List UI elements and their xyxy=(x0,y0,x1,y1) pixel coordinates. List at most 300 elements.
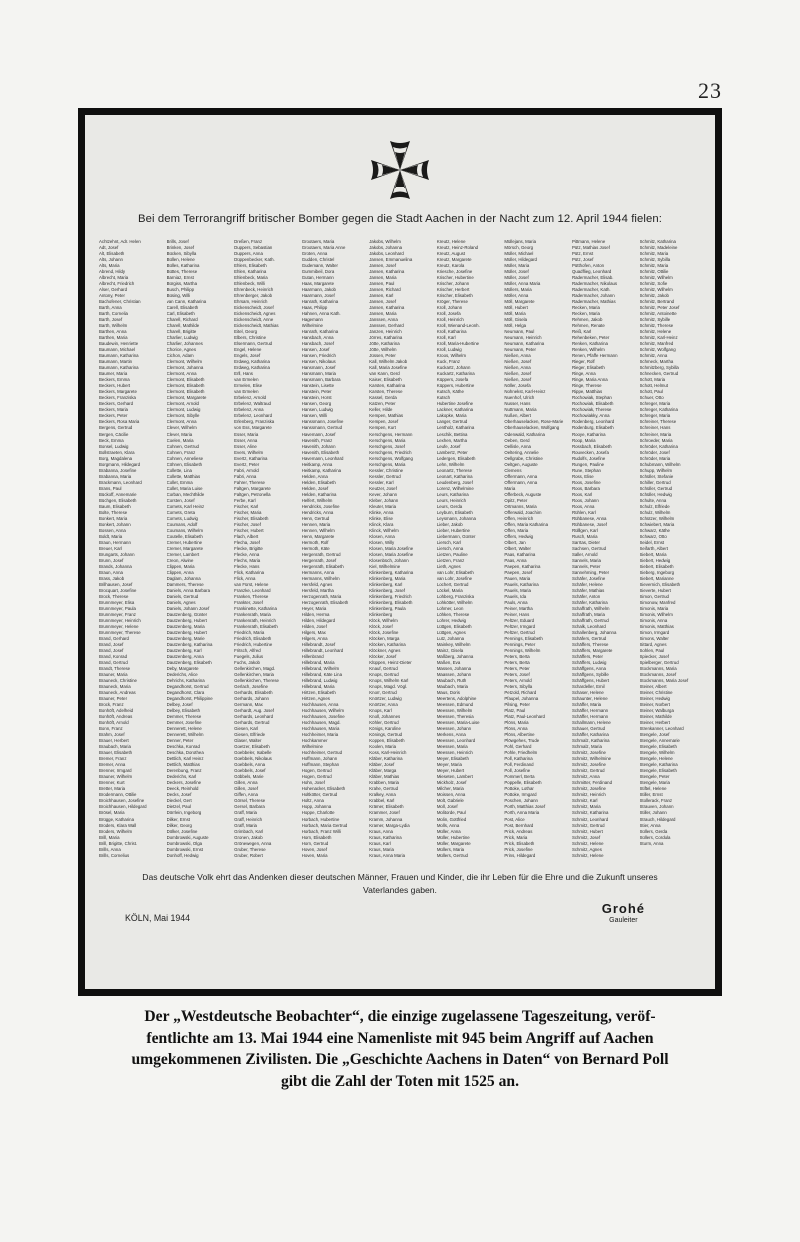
victim-name: Breuer, Karl xyxy=(99,545,122,551)
victim-name: Meessen, Theresia xyxy=(436,714,474,720)
victim-name: Maubach, Ruth xyxy=(436,678,467,684)
victim-name: Rungen, Pauline xyxy=(571,461,605,467)
victim-name: Brackmann, Leonhard xyxy=(99,479,142,485)
victim-name: Kreutz, August xyxy=(436,251,466,257)
victim-name: Seidel, Ernst xyxy=(639,539,665,545)
victim-name: Mainkey, Wilhelm xyxy=(436,642,471,648)
victim-name: Dennerett, Wilhelm xyxy=(166,732,204,738)
victim-name: Klinkenberg, Katharina xyxy=(369,569,414,575)
victim-name: Schmitz, Katharina xyxy=(571,810,609,816)
victim-name: Derenbung, Franz xyxy=(166,768,202,774)
victim-name: Schmitz, Gertrud xyxy=(571,822,605,828)
victim-name: Hillebrandt, Josef xyxy=(301,642,336,648)
victim-name: Renken, Katharina xyxy=(571,341,608,347)
victim-name: Kroll, Josefa xyxy=(436,311,461,317)
victim-name: Grootaers, Maria Anne xyxy=(301,245,346,251)
victim-name: Ledergen, Elisabeth xyxy=(436,455,476,461)
victim-name: Brahm, Josef xyxy=(99,732,125,738)
victim-name: Knops, Wilhelm Karl xyxy=(369,678,409,684)
victim-name: Müller, Anna Maria xyxy=(504,281,541,287)
victim-name: Bürgiss, Martha xyxy=(166,281,197,287)
victim-name: Karsten, Katharina xyxy=(369,383,406,389)
victim-name: Jansen, Katharina xyxy=(369,269,405,275)
victim-name: Brills, Cornelius xyxy=(99,852,130,858)
victim-name: Jansen, Paul xyxy=(369,281,395,287)
victim-name: Schäfer, Katharina xyxy=(571,599,608,605)
victim-name: Schmitz, Ottilie xyxy=(639,269,669,275)
victim-name: Jakobs, Johanna xyxy=(369,245,403,251)
victim-name: van Kann, Gerd xyxy=(369,371,400,377)
victim-name: Platz, Paul xyxy=(504,708,526,714)
victim-name: Sturm, Anna xyxy=(639,840,664,846)
victim-name: Evertz, Katharina xyxy=(234,455,268,461)
victim-name: Brocquart, Josefine xyxy=(99,587,137,593)
victim-name: Corsten, Josef xyxy=(166,497,195,503)
name-column xyxy=(302,239,364,859)
victim-name: Peters, Berta xyxy=(504,660,530,666)
victim-name: Brauer, Herbert xyxy=(99,738,129,744)
victim-name: Brabanna, Josefine xyxy=(99,467,137,473)
victim-name: Charell, Brigitte xyxy=(166,329,197,335)
victim-name: Havemann, Josef xyxy=(301,431,336,437)
victim-name: Schmitz, Maria xyxy=(639,251,669,257)
victim-name: Kröger, Therese xyxy=(436,299,468,305)
victim-name: Knörtzer, Ludwig xyxy=(369,696,402,702)
victim-name: Gudden, Christel xyxy=(301,257,335,263)
victim-name: Möll, Margarete xyxy=(504,299,535,305)
victim-name: Pütthofen, Anton xyxy=(571,263,605,269)
victim-name: Bonkert, Maria xyxy=(99,515,128,521)
victim-name: Recken, Maria xyxy=(571,305,600,311)
victim-name: Rieger, Elisabeth xyxy=(571,365,605,371)
victim-name: Brauner, Peter xyxy=(99,696,128,702)
victim-name: Jakobs, Leonhard xyxy=(369,251,404,257)
victim-name: Hermanns, Anna xyxy=(301,569,335,575)
victim-name: Brodermann, Ottilie xyxy=(99,792,137,798)
victim-name: Poll, Josefine xyxy=(504,768,531,774)
victim-name: Hergenrath, Elisabeth xyxy=(301,563,344,569)
victim-name: Charlier, Johannes xyxy=(166,341,203,347)
victim-name: Kläber, Josef xyxy=(369,762,395,768)
victim-name: Havenith, Johann xyxy=(301,443,336,449)
victim-name: Brill, Maria xyxy=(99,834,120,840)
victim-name: Clermont, Sibylle xyxy=(166,413,200,419)
victim-name: Helden, Elisabeth xyxy=(301,479,336,485)
victim-name-list xyxy=(99,239,701,859)
victim-name: Eickenscheidt, Josef xyxy=(234,305,274,311)
victim-name: Degandhorst, Clara xyxy=(166,690,205,696)
victim-name: Hogen, Gertrud xyxy=(301,774,332,780)
victim-name: Leonartz, Therese xyxy=(436,467,472,473)
victim-name: Lohrer, Hedwig xyxy=(436,617,467,623)
victim-name: Hendricks, Anna xyxy=(301,509,334,515)
victim-name: Hermoth, Käte xyxy=(301,545,330,551)
victim-name: Opitz, Peter xyxy=(504,497,528,503)
victim-name: Brock, Therese xyxy=(99,593,129,599)
victim-name: Sachsen, Gertrud xyxy=(571,545,606,551)
victim-name: Offers, Hedwig xyxy=(504,533,534,539)
victim-name: Clippen, Anna xyxy=(166,569,194,575)
victim-name: Giesen, Karl xyxy=(234,726,259,732)
victim-name: Koppen, Elisabeth xyxy=(369,738,405,744)
victim-name: Schäffer, Katharina xyxy=(571,732,609,738)
victim-name: Brand, Gertrud xyxy=(99,660,128,666)
victim-name: Gerhardt, Aug. Josef xyxy=(234,708,274,714)
victim-name: Meessen, Wilhelm xyxy=(436,708,473,714)
victim-name: Glaser, Walter xyxy=(234,738,262,744)
victim-name: Pottoke, Lothar xyxy=(504,786,534,792)
victim-name: Clermont, Anna xyxy=(166,419,197,425)
victim-name: Leonart, Katharina xyxy=(436,473,473,479)
victim-name: Krammer, Josef xyxy=(369,810,400,816)
victim-name: Friedrich, Elisabeth xyxy=(234,636,272,642)
victim-name: Schreiner, Hans xyxy=(639,425,671,431)
victim-name: Paas, Katharina xyxy=(504,551,536,557)
victim-name: Meessen, Heinrich xyxy=(436,750,473,756)
victim-name: Giffen, Anna xyxy=(234,792,258,798)
victim-name: Hoppe, Charlotte xyxy=(301,810,335,816)
victim-name: Klüppen, Heinz-Dieter xyxy=(369,660,412,666)
victim-name: Pittmann, Helene xyxy=(571,239,606,244)
victim-name: Schmitz, Gertrud xyxy=(571,768,605,774)
victim-name: Sievernich, Elisabeth xyxy=(639,581,681,587)
victim-name: Stengele, Elisabeth xyxy=(639,768,677,774)
victim-name: Rochowiak, Therese xyxy=(571,407,612,413)
victim-name: Hohn, Josef xyxy=(301,780,325,786)
victim-name: Schallmann, Helene xyxy=(571,720,611,726)
victim-name: Klinkenberg, Elisabeth xyxy=(369,599,413,605)
victim-name: Jansen, Karl xyxy=(369,293,394,299)
victim-name: Boldt, Maria xyxy=(99,533,123,539)
victim-name: Lohberg, Franziska xyxy=(436,593,474,599)
victim-name: Baumer, Maria xyxy=(99,371,128,377)
victim-name: Beckers, Franziska xyxy=(99,395,136,401)
victim-name: Moissen, Anna xyxy=(436,792,466,798)
victim-name: Post, Alice xyxy=(504,816,525,822)
victim-name: Peltzer, Irmgard xyxy=(504,624,536,629)
victim-name: Eitel, Georg xyxy=(234,329,258,335)
victim-name: Schröder, Maria xyxy=(639,455,671,461)
victim-name: Könings, Gertrud xyxy=(369,732,403,738)
victim-name: Lehn, Wilhelm xyxy=(436,461,465,467)
victim-name: Dilker, Ernst xyxy=(166,816,190,822)
victim-name: Schreiner, Maria xyxy=(639,431,672,437)
victim-name: Siebert, Maria xyxy=(639,551,667,557)
victim-name: Prick, Maria xyxy=(504,834,528,840)
victim-name: Nießen, Josef xyxy=(504,371,532,377)
victim-name: Henn, Gertrud xyxy=(301,515,330,521)
victim-name: Deeck, Reinhold xyxy=(166,786,199,792)
victim-name: Schmitz, Jakob xyxy=(639,293,669,299)
victim-name: Lohkötter, Wilhelm xyxy=(436,599,473,605)
victim-name: Steiner, Hedwig xyxy=(639,696,670,702)
victim-name: Schüller, Stefanie xyxy=(639,473,674,479)
victim-name: Kreutz, Karola xyxy=(436,263,465,269)
victim-name: Brösel, Maria xyxy=(99,810,125,816)
victim-name: Goebbels, Josef xyxy=(234,768,266,774)
victim-name: Renken, Wilhelm xyxy=(571,347,605,353)
victim-name: Frankenrath, Elisabeth xyxy=(234,624,278,629)
victim-name: Sannehming, Peter xyxy=(571,569,610,575)
footer-line-2: Vaterlandes gaben. xyxy=(363,885,437,895)
victim-name: Spielberger, Gertrud xyxy=(639,660,679,666)
victim-name: Hirtzen, Elisabeth xyxy=(301,690,336,696)
victim-name: Klöcker, Josef xyxy=(369,654,397,660)
victim-name: Schmitz, Josefine xyxy=(571,786,606,792)
victim-name: Schäfer, Helene xyxy=(571,581,603,587)
victim-name: Hochhausen, Magd. xyxy=(301,720,341,726)
victim-name: Hansmann, Josef xyxy=(301,365,336,371)
victim-name: Schubmann, Wilhelm xyxy=(639,461,681,467)
victim-name: Brill, Brigitte, Christ. xyxy=(99,840,138,846)
victim-name: Erbelenz, Waltraud xyxy=(234,401,271,407)
victim-name: Meyer, Hubert xyxy=(436,768,465,774)
victim-name: Klinkenberg, Josef xyxy=(369,587,405,593)
victim-name: Gerlach, Josefine xyxy=(234,684,268,690)
victim-name: Schmitz, Manfred xyxy=(639,341,674,347)
iron-cross-icon xyxy=(365,135,435,205)
victim-name: Nohnekst, Karl-Heinz xyxy=(504,389,546,395)
victim-name: Süllers, Gerda xyxy=(639,828,668,834)
victim-name: Kroll, Heinrich xyxy=(436,317,464,323)
victim-name: Hillebrand, Maria xyxy=(301,660,335,666)
victim-name: Liersch, Karl xyxy=(436,539,461,545)
victim-name: Nöller, Josefa xyxy=(504,383,531,389)
victim-name: Jansen, Emmanuelina xyxy=(369,257,413,263)
victim-name: Clever, Maria xyxy=(166,431,193,437)
victim-name: Klöcken, Marga xyxy=(369,636,400,642)
victim-name: Hergenrath, Josef xyxy=(301,557,337,563)
victim-name: Hochhausen, Josefine xyxy=(301,714,345,720)
victim-name: Plöwgehes, Trude xyxy=(504,738,540,744)
victim-name: Brauer, Elisabeth xyxy=(99,750,133,756)
victim-name: Ferbe, Karl xyxy=(234,497,256,503)
victim-name: Hennen, Maria xyxy=(301,521,331,527)
victim-name: Ehrenbeck, Heinrich xyxy=(234,287,274,293)
victim-name: Hillebrand, Wilhelm xyxy=(301,666,340,672)
victim-name: Coutelle, Elisabeth xyxy=(166,533,203,539)
victim-name: Delbey, Elisabeth xyxy=(166,708,201,714)
victim-name: Dennerett, Helene xyxy=(166,726,202,732)
victim-name: Engels, Josef xyxy=(234,353,261,359)
victim-name: Erdweg, Katharina xyxy=(234,359,270,365)
victim-name: Jansen, Richard xyxy=(369,287,401,293)
victim-name: Milcher, Maria xyxy=(436,786,464,792)
page-number: 23 xyxy=(698,78,722,103)
victim-name: Achtzehnt, Adr. Helen xyxy=(99,239,141,244)
victim-name: Pommerl, Berta xyxy=(504,774,535,780)
victim-name: Beckers, Rosa Maria xyxy=(99,419,140,425)
victim-name: Koolen, Maria xyxy=(369,744,397,750)
victim-name: Sannels, Maria xyxy=(571,557,601,563)
victim-name: Hochhausen, Wilhelm xyxy=(301,708,344,714)
victim-name: Krischer, Johann xyxy=(436,281,470,287)
victim-name: Broichhausen, Josefine xyxy=(99,798,145,804)
victim-name: Brand, Konrad xyxy=(99,654,128,660)
victim-name: Klosen, Maria Josefine xyxy=(369,551,414,557)
victim-name: Schreiner, Therese xyxy=(639,419,677,425)
victim-name: Gillen, Anna xyxy=(234,780,258,786)
victim-name: Leufe, Josef xyxy=(436,443,461,449)
victim-name: Massen, Johanna xyxy=(436,666,472,672)
victim-name: Kraus, Karl xyxy=(369,840,391,846)
victim-name: Brügge, Katharina xyxy=(99,816,135,822)
victim-name: Jansen, Josef xyxy=(369,299,397,305)
victim-name: Spiecker, Josef xyxy=(639,654,669,660)
victim-name: Erbelenz, Leonhard xyxy=(234,413,273,419)
victim-name: Möll, Hubert xyxy=(504,305,528,311)
victim-name: Kessler, Christine xyxy=(369,467,404,473)
victim-name: Rühbanese, Anna xyxy=(571,515,607,521)
victim-name: Görsel, Therese xyxy=(234,798,266,804)
victim-name: Dautzenberg, Karl xyxy=(166,648,202,654)
victim-name: Göbbels, Marie xyxy=(234,774,264,780)
victim-name: Schmitz, Katharina xyxy=(639,239,676,244)
victim-name: van Ermelen xyxy=(234,389,259,395)
victim-name: Fabri, Anna xyxy=(234,473,257,479)
victim-name: Maßen, Eva xyxy=(436,660,461,666)
victim-name: Kerschgens, Maria xyxy=(369,437,406,443)
victim-name: Schmitz, Hubert xyxy=(571,828,603,834)
victim-name: Pauels, Ida xyxy=(504,593,527,599)
victim-name: Flecke, Anna xyxy=(234,551,260,557)
victim-name: Maassen, Johann xyxy=(436,672,472,678)
victim-name: Decks, Josef xyxy=(166,792,192,798)
victim-name: Gerhards, Johann xyxy=(234,696,269,702)
victim-name: Cohnen, Anneliese xyxy=(166,455,204,461)
victim-name: Löckel, Maria xyxy=(436,587,463,593)
victim-name: Küppers, Josefa xyxy=(436,377,469,383)
victim-name: Rune, Stephan xyxy=(571,467,601,473)
victim-name: Frankinette, Katharina xyxy=(234,605,277,611)
victim-name: Stengele, Katharina xyxy=(639,762,678,768)
signer-role: Gauleiter xyxy=(609,917,638,924)
victim-name: Brungarts, Johann xyxy=(99,551,135,557)
victim-name: Kroll, Ludwig xyxy=(436,347,462,353)
victim-name: Brands, Johanna xyxy=(99,563,132,569)
victim-name: Pennings, Peter xyxy=(504,642,536,648)
victim-name: Oeltgen, Auguste xyxy=(504,461,538,467)
victim-name: Holtz, Anna xyxy=(301,798,324,804)
victim-name: Ringe, Anna xyxy=(571,371,596,377)
victim-name: Simonis, Matthias xyxy=(639,624,674,629)
victim-name: Kraus, Anna Maria xyxy=(369,852,405,858)
victim-name: Oellgrabe, Christine xyxy=(504,455,543,461)
victim-name: Schmitz, Wilhelm xyxy=(639,275,673,281)
victim-name: Nießen, Josef xyxy=(504,377,532,383)
victim-name: Schmitz, Helene xyxy=(571,840,604,846)
victim-name: Dautzenberg, Katharina xyxy=(166,642,213,648)
victim-name: Cöhnen, Elisabeth xyxy=(166,461,203,467)
victim-name: Gerhards, Gertrud xyxy=(234,720,270,726)
victim-name: Rochowiakky, Anna xyxy=(571,413,610,419)
victim-name: Stengele, Helene xyxy=(639,756,673,762)
victim-name: Kuckartz, Katharina xyxy=(436,371,475,377)
victim-name: Liebermann, Günter xyxy=(436,533,476,539)
victim-name: Fritsch, Alfred xyxy=(234,648,261,654)
victim-name: Peters, Sibylla xyxy=(504,684,533,690)
victim-name: Leurs, Heinrich xyxy=(436,497,467,503)
victim-name: Schäfers, Gertrud xyxy=(571,636,607,642)
victim-name: Clemens xyxy=(504,467,522,473)
victim-name: Schmitz, Maria xyxy=(571,804,601,810)
victim-name: Deckers, Josefine xyxy=(166,780,202,786)
victim-name: Havemann, Leonhard xyxy=(301,455,344,461)
victim-name: Kempen, Josef xyxy=(369,419,399,425)
victim-name: Saller, Arnold xyxy=(571,551,598,557)
victim-name: Pütz, Mathias Josef xyxy=(571,245,610,251)
victim-name: Molin, Gottfried xyxy=(436,816,467,822)
victim-name: Dreßen, Franz xyxy=(234,239,263,244)
victim-name: Rehmen, Jakob xyxy=(571,317,603,323)
victim-name: Knauf, Gertrud xyxy=(369,666,398,672)
victim-name: Rudolfs, Josefine xyxy=(571,455,606,461)
victim-name: van Ermelen xyxy=(234,377,259,383)
victim-name: Coumans, Adolf xyxy=(166,521,198,527)
victim-name: Leudenberg, Josef xyxy=(436,479,473,485)
victim-name: Stengele, Elisabeth xyxy=(639,744,677,750)
victim-name: Corban, Mechthilde xyxy=(166,491,205,497)
victim-name: Ross, Elise xyxy=(571,473,594,479)
victim-name: Schäffer, Hermann xyxy=(571,708,609,714)
victim-name: Frankter, Josef xyxy=(234,599,263,605)
victim-name: Stockmanns, Maria xyxy=(639,666,677,672)
victim-name: Hilden, Hildegard xyxy=(301,617,336,623)
victim-name: Kreutz, Margarete xyxy=(436,257,472,263)
victim-name: Offen, Heinrich xyxy=(504,515,534,521)
victim-name: Jötte, Wilhelm xyxy=(369,347,397,353)
victim-name: Albrecht, Maria xyxy=(99,275,129,281)
victim-name: Neumann, Peter xyxy=(504,347,537,353)
victim-name: Broders, Wilhelm xyxy=(99,828,133,834)
victim-name: Schröder, Katharina xyxy=(639,443,678,449)
victim-name: Gellenkirchen, Therese xyxy=(234,678,279,684)
victim-name: Clermont, Arnold xyxy=(166,401,199,407)
victim-name: Dautzenberg, Elisabeth xyxy=(166,660,212,666)
victim-name: Brunnmeyer, Therese xyxy=(99,630,141,636)
victim-name: Flecha, Josef xyxy=(234,539,260,545)
victim-name: Prick, Elisabeth xyxy=(504,840,535,846)
victim-name: Pütz, Ernst xyxy=(571,251,594,257)
victim-name: Stiller, Johann xyxy=(639,810,667,816)
victim-name: Jansen, Katharina xyxy=(369,305,405,311)
victim-name: Brilhausen, Josef xyxy=(99,581,133,587)
victim-name: Charell, Richard xyxy=(166,317,198,323)
victim-name: Kramer, Marga-Lydia xyxy=(369,822,410,828)
victim-name: Knops, Magd. Vögl. xyxy=(369,684,408,690)
victim-name: Reiß, Karl xyxy=(571,329,592,335)
victim-name: Möller, Anna xyxy=(504,293,529,299)
victim-name: Goebbeler, Isabelle xyxy=(234,750,272,756)
victim-name: Franken, Therese xyxy=(234,593,269,599)
victim-name: Jansen, Maria xyxy=(369,275,397,281)
victim-name: Peters, Peter xyxy=(504,666,530,672)
victim-name: Hoffmann, Stephan xyxy=(301,762,340,768)
victim-name: Flecke, Hans xyxy=(234,563,260,569)
victim-name: Brunn, Josef xyxy=(99,557,124,563)
victim-name: Schmitz, Agnes xyxy=(571,846,602,852)
place-date: KÖLN, Mai 1944 xyxy=(125,913,191,923)
victim-name: Fischer, Josef xyxy=(234,521,261,527)
victim-name: Beck, Emma xyxy=(99,437,124,443)
victim-name: Schmitz, Anna xyxy=(639,353,668,359)
victim-name: Kerschgens, Maria xyxy=(369,461,406,467)
victim-name: Dietzel, Paul xyxy=(166,804,191,810)
victim-name: Schmitz, Josefine xyxy=(571,762,606,768)
victim-name: Schmitz, Peter Josef xyxy=(639,305,680,311)
victim-name: Dehrichs, Katharina xyxy=(166,678,205,684)
victim-name: Stengele, Annemarie xyxy=(639,738,680,744)
